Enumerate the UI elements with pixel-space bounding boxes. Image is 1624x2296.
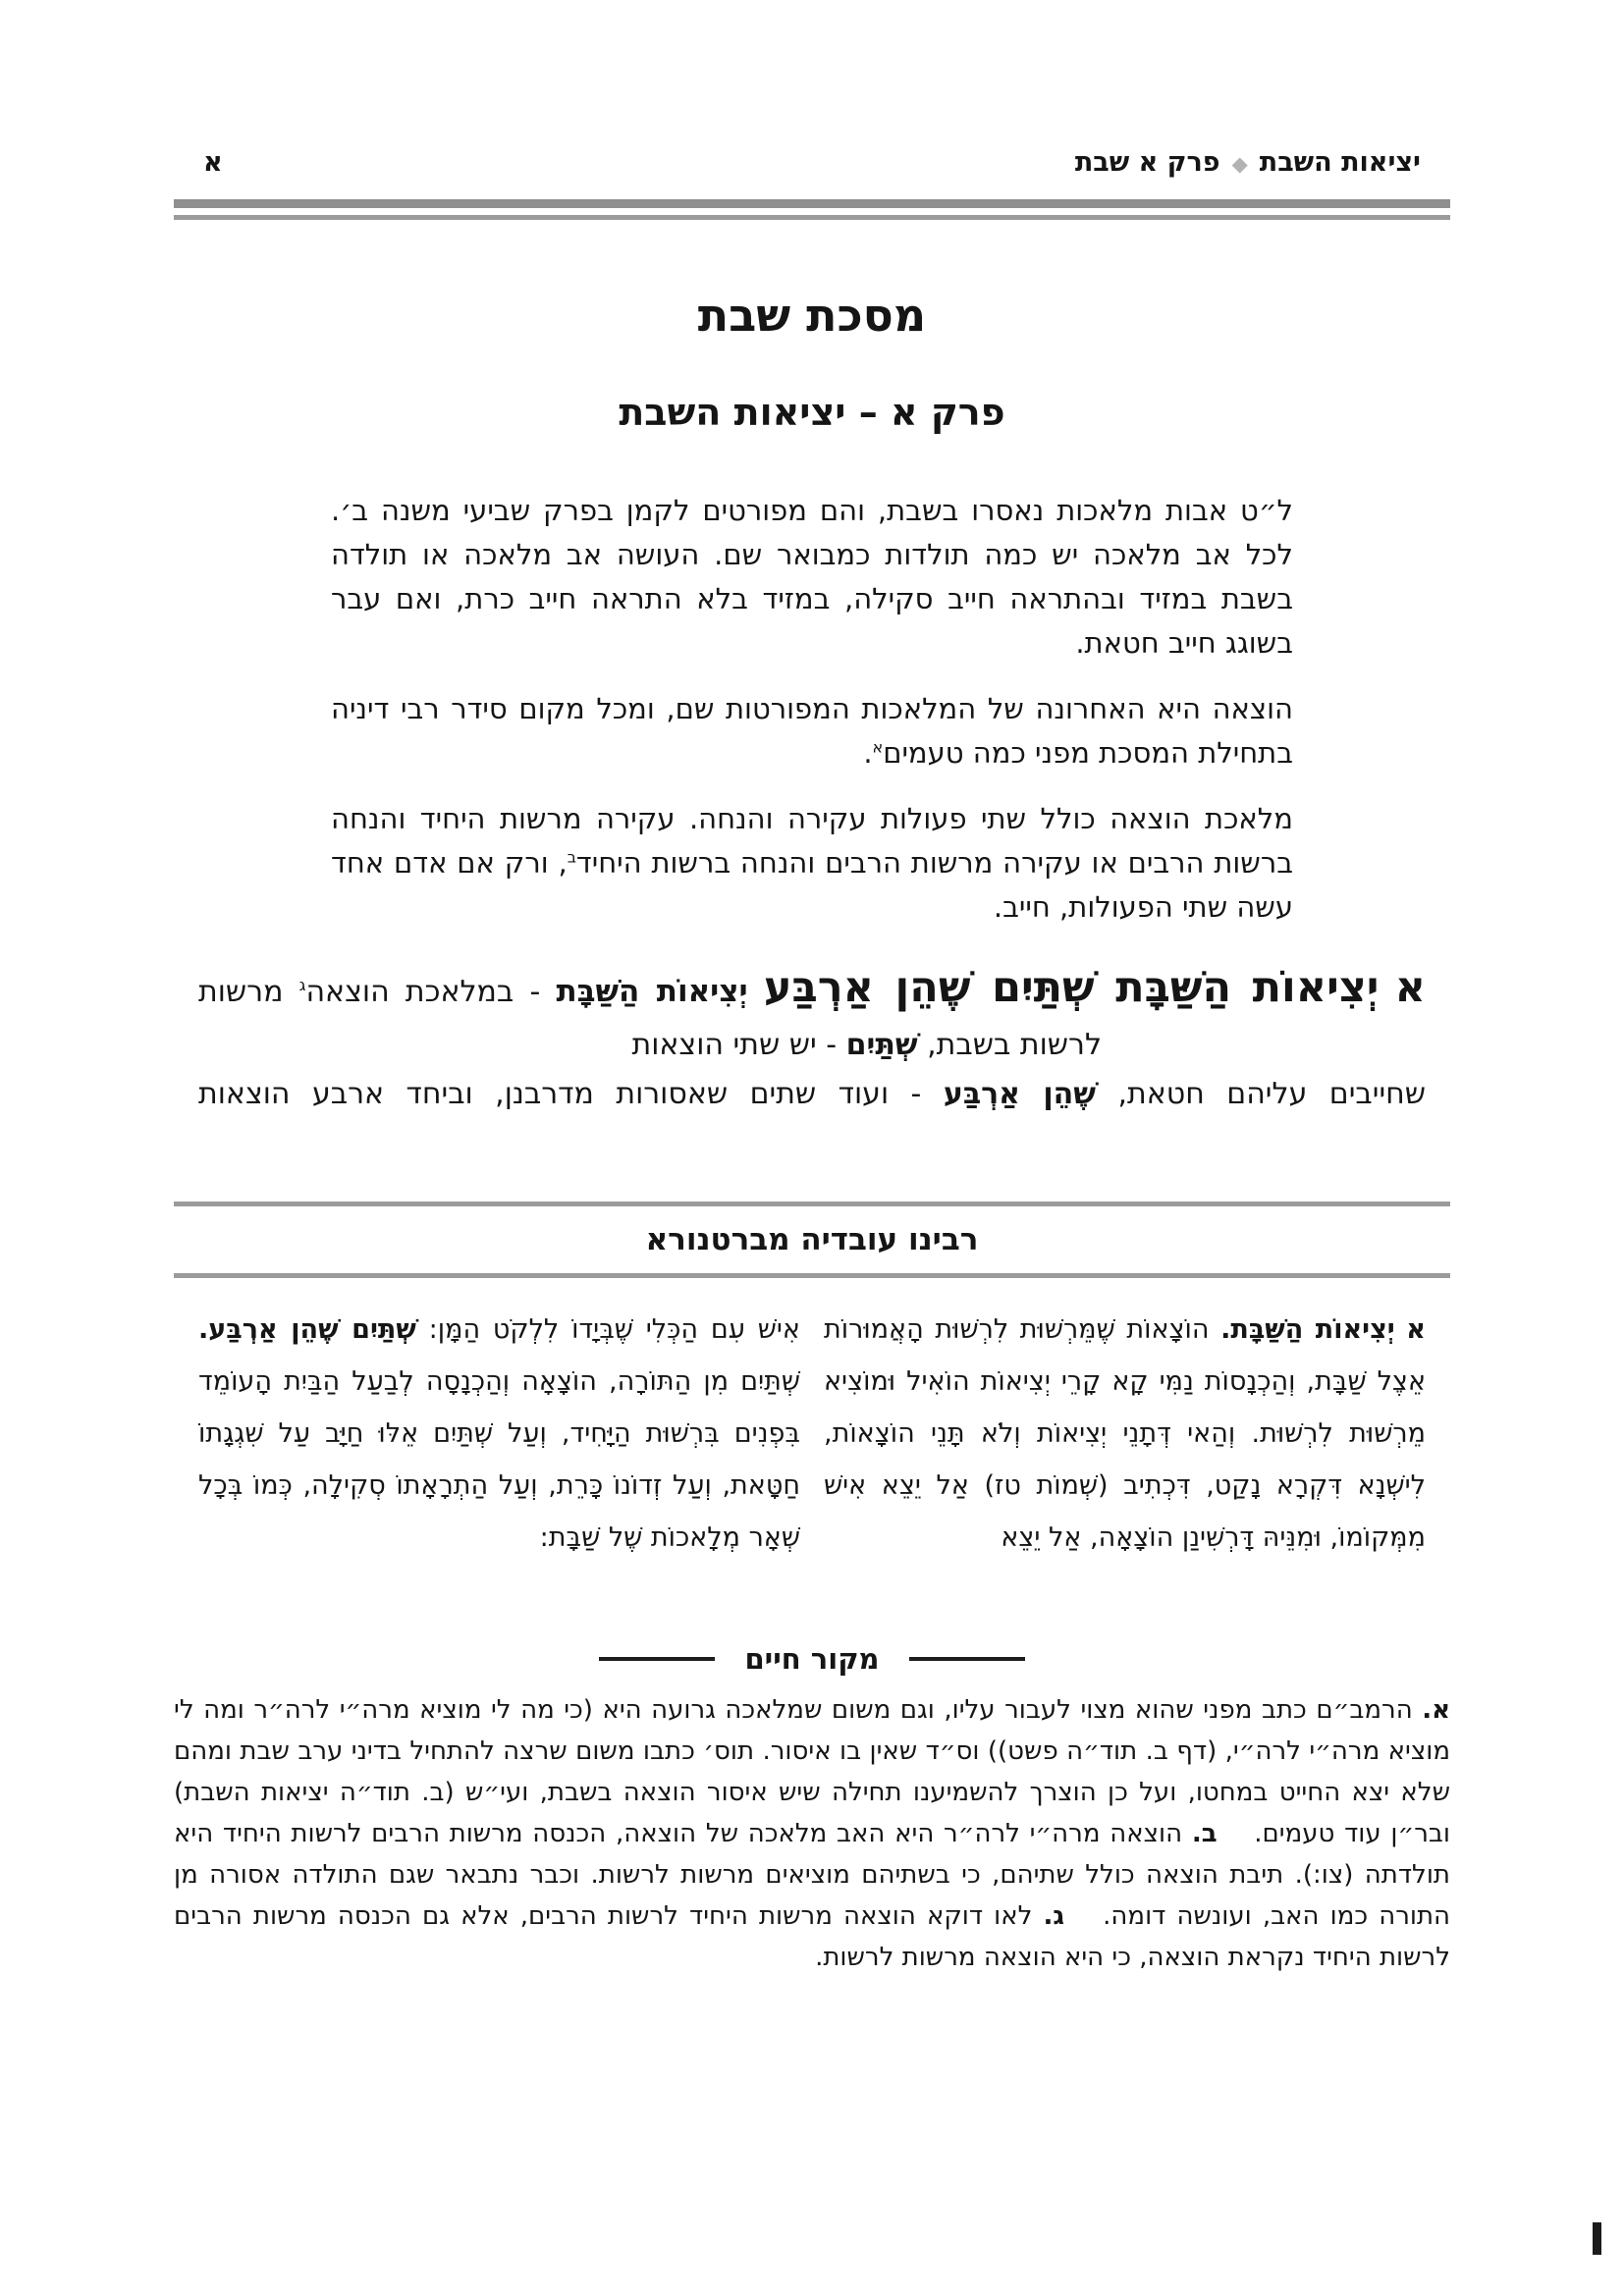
commentary-body-right: הוֹצָאוֹת שֶׁמֵּרְשׁוּת לִרְשׁוּת הָאֲמוּרוֹת אֵצֶל שַׁבָּת, וְהַכְנָסוֹת נַמִּי קָא קָרֵי יְצִיאוֹת הוֹאִיל וּמוֹצִיא מֵרְשׁוּת לִרְשׁוּת. וְהַאי דְּתָנֵי יְצִיאוֹת וְלֹא תָּנֵי הוֹצָאוֹת, לִישְׁנָא דִּקְרָא נָקַט, דִּכְתִיב (שְׁמוֹת טז) אַל יֵצֵא אִישׁ מִמְּקוֹמוֹ, וּמִנֵּיהּ דָּרְשִׁינַן הוֹצָאָה, אַל יֵצֵא <box>824 1314 1426 1553</box>
mishnah-line-2 <box>198 1021 1102 1070</box>
footnotes-header-row <box>174 1642 1450 1676</box>
chapter-title: פרק א – יציאות השבת <box>619 391 1005 434</box>
masechet-title: מסכת שבת <box>697 289 927 342</box>
mishnah-explanation-1 <box>198 975 556 1009</box>
running-header-title: יציאות השבת <box>1259 147 1421 178</box>
footnote-ref-alef: א <box>872 737 884 757</box>
mishnah-line-1 <box>198 959 1426 1021</box>
mishnah-line-3-pre: שחייבים עליהם חטאת, <box>1096 1077 1427 1111</box>
header-divider <box>174 199 1450 220</box>
mishnah-explanation-1-text: - במלאכת הוצאה <box>305 975 557 1009</box>
mishnah-line-2-rest: - יש שתי הוצאות <box>631 1028 846 1062</box>
mishnah-line-3-rest: - ועוד שתים שאסורות מדרבנן, וביחד ארבע הוצאות <box>198 1077 944 1111</box>
intro-paragraph-3-text: מלאכת הוצאה כולל שתי פעולות עקירה והנחה. עקירה מרשות היחיד והנחה ברשות הרבים או עקירה מרשות הרבים והנחה ברשות היחיד <box>331 802 1293 880</box>
mishnah-number: א <box>1394 963 1426 1012</box>
mishnah-dibur-hamatchil: יְצִיאוֹת הַשַּׁבָּת <box>556 974 748 1009</box>
commentary-bottom-rule <box>174 1273 1450 1278</box>
intro-paragraph-3-end: , ורק אם אדם אחד עשה שתי הפעולות, חייב. <box>331 846 1293 924</box>
right-dash-rule <box>909 1657 1025 1661</box>
footnotes-text <box>174 1689 1450 1978</box>
footnotes-title: מקור חיים <box>744 1642 880 1676</box>
commentary-column-right <box>824 1304 1426 1564</box>
mishnah-line-3-dibur: שֶׁהֵן אַרְבַּע <box>943 1077 1097 1111</box>
footnote-alef-text: הרמב״ם כתב מפני שהוא מצוי לעבור עליו, וגם משום שמלאכה גרועה היא (כי מה לי מוציא מרה״י לרה״ר ומה לי מוציא מרה״י לרה״י, (דף ב. תוד״ה פשט)) וס״ד שאין בו איסור. תוס׳ כתבו משום שרצה להתחיל בדיני ערב שבת ומהם שלא יצא החייט במחטו, ועל כן הוצרך להשמיענו תחילה שיש איסור הוצאה בשבת, ועי״ש (ב. תוד״ה יציאות השבת) ובר״ן עוד טעמים. <box>174 1695 1451 1848</box>
intro-paragraph-1: ל״ט אבות מלאכות נאסרו בשבת, והם מפורטים לקמן בפרק שביעי משנה ב׳. לכל אב מלאכה יש כמה תולדות כמבואר שם. העושה אב מלאכה או תולדה בשבת במזיד ובהתראה חייב סקילה, במזיד בלא התראה חייב כרת, ואם עבר בשוגג חייב חטאת. <box>331 494 1293 660</box>
intro-paragraph-3 <box>331 797 1293 930</box>
commentary-dibur-right: יְצִיאוֹת הַשַּׁבָּת. <box>1220 1314 1395 1345</box>
commentary-dibur-left: שְׁתַּיִם שֶׁהֵן אַרְבַּע. <box>198 1314 416 1345</box>
footnote-ref-bet: ב <box>567 847 576 867</box>
commentary-top-rule <box>174 1201 1450 1206</box>
footnote-marker-gimel: ג. <box>1043 1901 1065 1931</box>
left-dash-rule <box>599 1657 715 1661</box>
running-header <box>203 147 1421 178</box>
commentary-body-left: שְׁתַּיִם מִן הַתּוֹרָה, הוֹצָאָה וְהַכְנָסָה לְבַעַל הַבַּיִת הָעוֹמֵד בִּפְנִים בִּרְשׁוּת הַיָּחִיד, וְעַל שְׁתַּיִם אֵלּוּ חַיָּב עַל שִׁגְגָתוֹ חַטָּאת, וְעַל זְדוֹנוֹ כָּרֵת, וְעַל הַתְרָאָתוֹ סְקִילָה, כְּמוֹ בְּכָל שְׁאָר מְלָאכוֹת שֶׁל שַׁבָּת: <box>198 1366 800 1553</box>
header-divider-thick-rule <box>174 199 1450 208</box>
mishnah-line-3 <box>198 1070 1426 1119</box>
mishnah-line-2-pre: לרשות בשבת, <box>917 1028 1102 1062</box>
page-number: א <box>203 147 223 178</box>
footnote-marker-bet: ב. <box>1191 1819 1218 1848</box>
commentary-siman: א <box>1406 1314 1426 1345</box>
intro-paragraph-2-text: הוצאה היא האחרונה של המלאכות המפורטות שם, ומכל מקום סידר רבי דיניה בתחילת המסכת מפני כמה טעמים <box>331 692 1293 770</box>
diamond-icon: ◆ <box>1231 151 1248 176</box>
running-header-right <box>1075 147 1421 178</box>
commentary-left-pre: אִישׁ עִם הַכְּלִי שֶׁבְּיָדוֹ לִלְקֹט הַמָּן: <box>415 1314 800 1345</box>
mishnah-block <box>198 959 1426 1119</box>
commentary-title: רבינו עובדיה מברטנורא <box>645 1222 979 1257</box>
intro-paragraph-2 <box>331 687 1293 775</box>
running-header-chapter: פרק א שבת <box>1074 147 1220 178</box>
footnote-ref-gimel: ג <box>298 976 306 994</box>
commentary-columns <box>198 1304 1426 1564</box>
footnote-bet-text: הוצאה מרה״י לרה״ר היא האב מלאכה של הוצאה, הכנסה מרשות הרבים לרשות היחיד היא תולדתה (צו:). תיבת הוצאה כולל שתיהם, כי בשתיהם מוציאים מרשות לרשות. וכבר נתבאר שגם התולדה אסורה מן התורה כמו האב, ועונשה דומה. <box>174 1819 1451 1931</box>
mishnah-line-2-dibur: שְׁתַּיִם <box>845 1028 918 1062</box>
header-divider-thin-rule <box>174 215 1450 220</box>
mishnah-explanation-1-end: מרשות <box>198 975 299 1009</box>
mishnah-quote: יְצִיאוֹת הַשַּׁבָּת שְׁתַּיִם שֶׁהֵן אַרְבַּע <box>763 963 1380 1012</box>
commentary-column-left <box>198 1304 800 1564</box>
intro-paragraph-2-period: . <box>863 736 873 770</box>
footnote-marker-alef: א. <box>1422 1695 1451 1725</box>
footnote-gimel-text: לאו דוקא הוצאה מרשות היחיד לרשות הרבים, אלא גם הכנסה מרשות הרבים לרשות היחיד נקראת הוצאה, כי היא הוצאה מרשות לרשות. <box>174 1901 1450 1972</box>
content-area <box>174 147 1450 1978</box>
printers-mark <box>1593 2222 1601 2255</box>
